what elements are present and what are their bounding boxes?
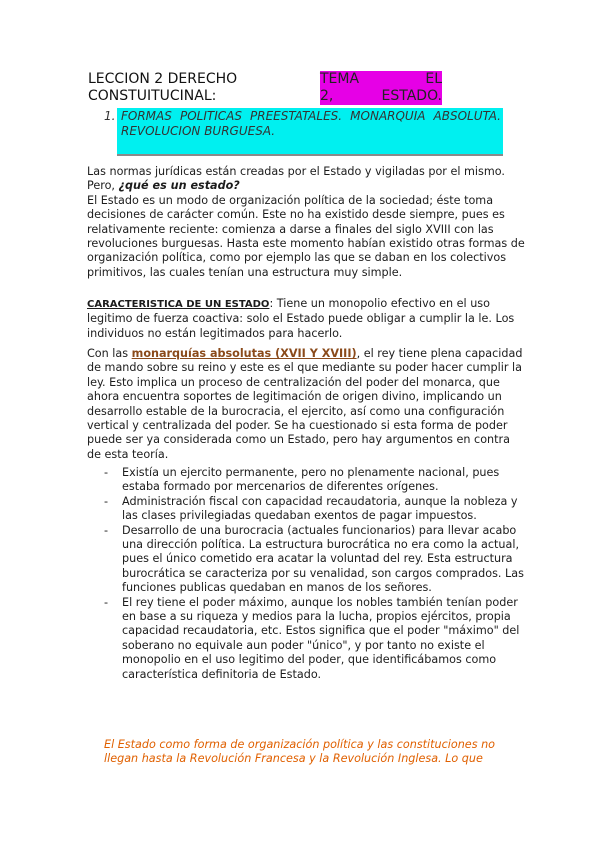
caracteristica-text: : Tiene un monopolio efectivo en el uso legitimo de fuerza coactiva: solo el Estado puede obligar a cumplir la le. Los individuos no están legitimados para hacerlo. — [87, 297, 515, 340]
intro-pero: Pero, — [87, 179, 119, 193]
list-item-text: Desarrollo de una burocracia (actuales funcionarios) para llevar acabo una dirección política. La estructura burocrática no era como la actual, pues el único cometido era acatar la voluntad del rey. Esta estructura burocrática se caracteriza por su venalidad, son cargos comprados. Las funciones publicas quedaban en manos de los señores. — [122, 523, 524, 595]
list-item-text: Existía un ejercito permanente, pero no plenamente nacional, pues estaba formado por mercenarios de diferentes orígenes. — [122, 466, 500, 494]
list-bullet: - — [104, 595, 109, 609]
list-item-text: Administración fiscal con capacidad recaudatoria, aunque la nobleza y las clases privilegiadas quedaban exentos de pagar impuestos. — [122, 494, 518, 523]
list-bullet: - — [104, 523, 109, 537]
list-bullet: - — [104, 494, 109, 508]
monarquias-link[interactable]: monarquías absolutas (XVII Y XVIII) — [131, 347, 357, 360]
list-bullet: - — [104, 466, 109, 479]
section-title: FORMAS POLITICAS PREESTATALES. MONARQUIA ABSOLUTA. REVOLUCION BURGUESA. — [121, 109, 501, 138]
topic-title-highlight — [320, 71, 442, 105]
lesson-title-line2: CONSTUITUCINAL: — [88, 88, 217, 104]
topic-word-el: EL — [425, 71, 442, 87]
topic-word-2: 2, — [320, 88, 334, 104]
intro-question-line — [87, 179, 527, 193]
intro-definition: El Estado es un modo de organización política de la sociedad; éste toma decisiones de carácter común. Este no ha existido desde siempre, pues es relativamente reciente: comienza a darse a finales del siglo XVIII con las revoluciones burguesas. Hasta este momento habían existido otras formas de organización política, como por ejemplo las que se daban en los colectivos primitivos, las cuales tenían una estructura muy simple. — [87, 193, 525, 279]
intro-paragraph — [87, 165, 527, 280]
intro-question: ¿qué es un estado? — [118, 179, 240, 193]
list-item — [104, 524, 528, 596]
closing-paragraph: El Estado como forma de organización política y las constituciones no llegan hasta la Revolución Francesa y la Revolución Inglesa. Lo que — [104, 738, 496, 766]
intro-line1: Las normas jurídicas están creadas por el Estado y vigiladas por el mismo. — [87, 165, 505, 178]
monarquias-text: , el rey tiene plena capacidad de mando sobre su reino y este es el que mediante su poder hacer cumplir la ley. Esto implica un proceso de centralización del poder del monarca, que ahora encuentra soportes de legitimación de origen divino, implicando un desarrollo estable de la burocracia, el ejercito, así como una configuración vertical y centralizada del poder. Se ha cuestionado si esta forma de poder puede ser ya considerada como un Estado, pero hay argumentos en contra de esta teoría. — [87, 347, 523, 461]
monarquias-prefix: Con las — [87, 347, 132, 360]
characteristics-list — [104, 466, 528, 682]
topic-word-tema: TEMA — [320, 71, 360, 87]
topic-word-estado: ESTADO. — [381, 88, 442, 104]
lesson-title-line1: LECCION 2 DERECHO — [88, 71, 238, 87]
monarquias-paragraph — [87, 347, 527, 462]
caracteristica-paragraph — [87, 297, 527, 341]
section-underline — [117, 154, 503, 156]
caracteristica-heading: CARACTERISTICA DE UN ESTADO — [87, 299, 270, 310]
list-item — [104, 466, 528, 495]
list-item-text: El rey tiene el poder máximo, aunque los nobles también tenían poder en base a su riqueza y medios para la lucha, propios ejércitos, propia capacidad recaudatoria, etc. Estos significa que el poder "máximo" del soberano no equivale aun poder "único", y por tanto no existe el monopolio en el uso legitimo del poder, que identificábamos como característica definitoria de Estado. — [122, 595, 520, 681]
lesson-title — [88, 71, 298, 105]
list-item — [104, 596, 528, 682]
section-number: 1. — [104, 109, 116, 123]
list-item — [104, 495, 528, 524]
